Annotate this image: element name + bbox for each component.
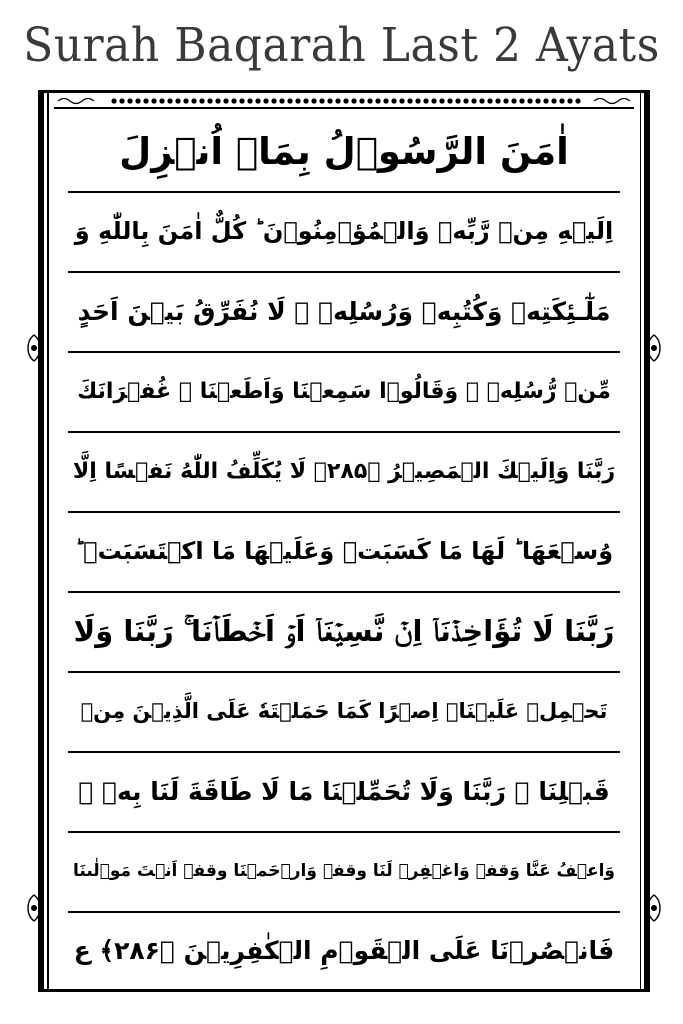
margin-ornament-icon: [22, 893, 46, 923]
verse-line: وَاعۡفُ عَنَّا وَقفۃ وَاغۡفِرۡ لَنَا وقفۃ وَارۡحَمۡنَا وقفۃ اَنۡتَ مَوۡلٰٮنَا: [68, 831, 620, 913]
page-title: Surah Baqarah Last 2 Ayats: [23, 18, 660, 73]
verse-line: فَانۡصُرۡنَا عَلَى الۡقَوۡمِ الۡكٰفِرِيۡنَ ﴿۲۸۶﴾ ع: [73, 935, 615, 965]
margin-ornament-icon: [642, 893, 666, 923]
verse-line: وُسۡعَهَا ؕ لَهَا مَا كَسَبَتۡ وَعَلَيۡهَا مَا اكۡتَسَبَتۡ ؕ: [68, 511, 620, 593]
verse-lines: [68, 111, 620, 989]
verse-line: تَحۡمِلۡ عَلَيۡنَاۤ اِصۡرًا كَمَا حَمَلۡتَهٗ عَلَى الَّذِيۡنَ مِنۡ: [68, 671, 620, 753]
verse-line: مَلٰٓـئِكَتِهٖ وَكُتُبِهٖ وَرُسُلِهٖ ۚ لَا نُفَرِّقُ بَيۡنَ اَحَدٍ: [68, 271, 620, 353]
verse-line: اٰمَنَ الرَّسُوۡلُ بِمَاۤ اُنۡزِلَ: [68, 111, 620, 193]
decorative-top-border: [54, 95, 634, 109]
verse-line: رَبَّنَا وَاِلَيۡكَ الۡمَصِيۡرُ ﴿۲۸۵﴾ لَا يُكَلِّفُ اللّٰهُ نَفۡسًا اِلَّا: [68, 431, 620, 513]
quran-page-frame: [38, 90, 650, 992]
verse-line: اِلَيۡهِ مِنۡ رَّبِّهٖ وَالۡمُؤۡمِنُوۡنَ ؕ كُلٌّ اٰمَنَ بِاللّٰهِ وَ: [68, 191, 620, 273]
verse-line: قَبۡلِنَا ۚ رَبَّنَا وَلَا تُحَمِّلۡنَا مَا لَا طَاقَةَ لَنَا بِهٖ ۚ: [68, 751, 620, 833]
margin-ornament-icon: [642, 333, 666, 363]
margin-ornament-icon: [22, 333, 46, 363]
verse-line: مِّنۡ رُّسُلِهٖ ۚ وَقَالُوۡا سَمِعۡنَا وَاَطَعۡنَا ۖ غُفۡرَانَكَ: [68, 351, 620, 433]
verse-line: رَبَّنَا لَا تُؤَاخِذۡنَاۤ اِنۡ نَّسِيۡنَاۤ اَوۡ اَخۡطَاۡنَا ۚ رَبَّنَا وَلَا: [68, 591, 620, 673]
